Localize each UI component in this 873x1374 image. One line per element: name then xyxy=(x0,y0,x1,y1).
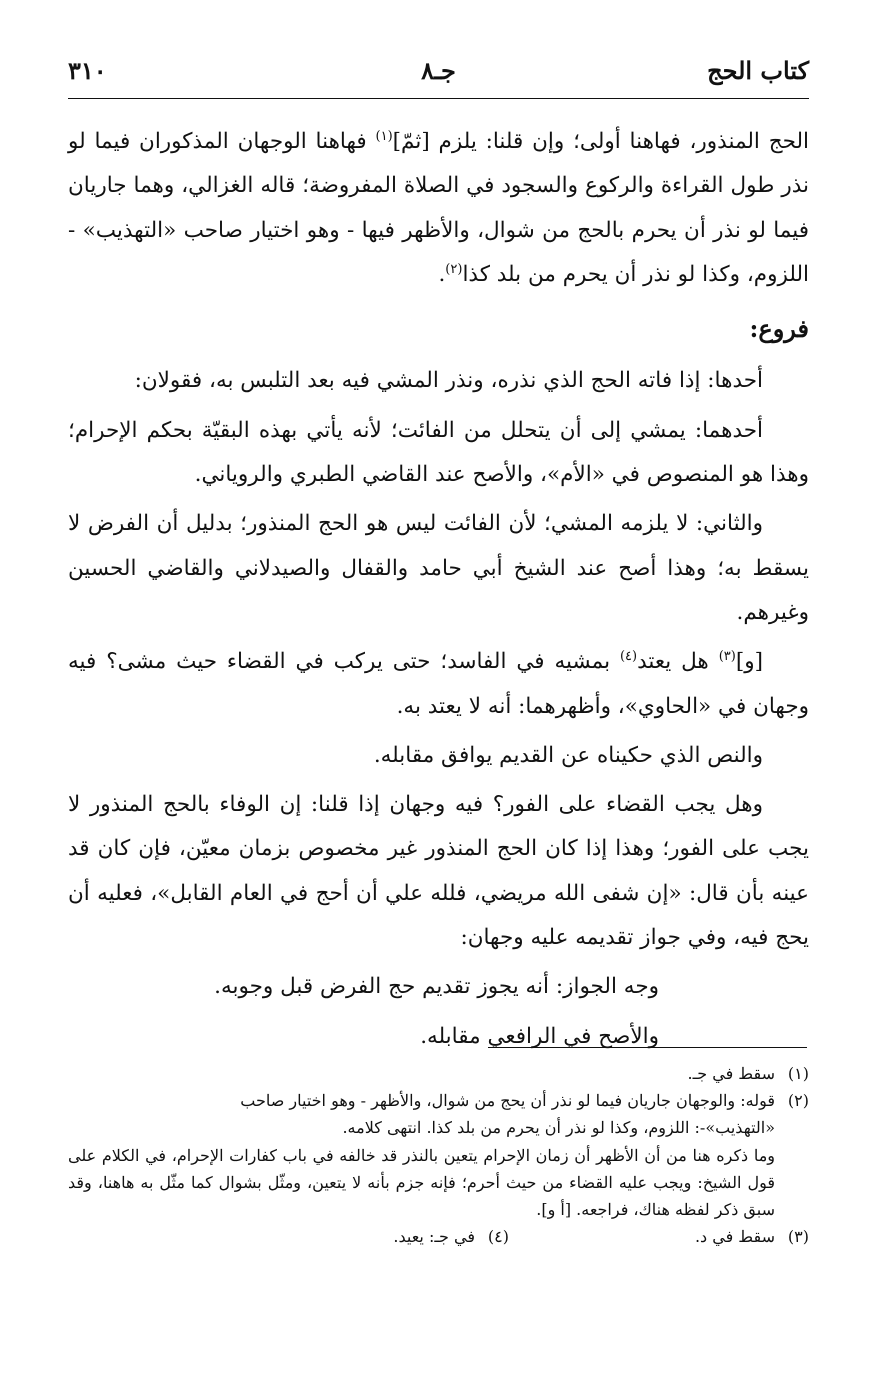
page-header xyxy=(68,52,809,99)
book-title: كتاب الحج xyxy=(707,56,809,85)
footnote-ref-3: (٣) xyxy=(718,649,736,665)
main-text xyxy=(68,120,809,1064)
paragraph-6: والنص الذي حكيناه عن القديم يوافق مقابله. xyxy=(373,742,763,768)
footnote-2-line-3: وما ذكره هنا من أن الأظهر أن زمان الإحرام يتعين بالنذر قد خالفه في باب كفارات الإحرام، في الكلام على قول الشيخ: ويجب عليه القضاء من حيث أحرم؛ فإنه جزم بأنه لا يتعين، ومثّل بشوال كما مثّل به هاهنا، وقد سبق ذكر لفظه هناك، فراجعه. [أ و]. xyxy=(68,1145,775,1220)
footnote-2-line-2: «التهذيب»-: اللزوم، وكذا لو نذر أن يحرم من بلد كذا. انتهى كلامه. xyxy=(342,1118,775,1138)
paragraph-3: أحدهما: يمشي إلى أن يتحلل من الفائت؛ لأنه يأتي بهذه البقيّة بحكم الإحرام؛ وهذا هو المنصوص في «الأم»، والأصح عند القاضي الطبري والروياني. xyxy=(68,417,809,488)
footnote-3: سقط في د. xyxy=(694,1227,775,1247)
paragraph-7: وهل يجب القضاء على الفور؟ فيه وجهان إذا قلنا: إن الوفاء بالحج المنذور لا يجب على الفور؛ وهذا إذا كان الحج المنذور غير مخصوص بزمان معيّن، فإن كان قد عينه بأن قال: «إن شفى الله مريضي، فلله علي أن أحج في العام القابل»، فعليه أن يحج فيه، وفي جواز تقديمه عليه وجهان: xyxy=(68,792,809,951)
paragraph-8: وجه الجواز: أنه يجوز تقديم حج الفرض قبل وجوبه. xyxy=(214,974,659,1000)
footnote-3-4: (٣)سقط في د.(٤)في جـ: يعيد. xyxy=(393,1227,809,1247)
footnote-1: (١)سقط في جـ. xyxy=(687,1064,809,1083)
footnotes xyxy=(68,1060,809,1250)
footnote-ref-4: (٤) xyxy=(619,649,638,665)
footnote-2: (٢)قوله: والوجهان جاريان فيما لو نذر أن يحج من شوال، والأظهر - وهو اختيار صاحب xyxy=(240,1091,809,1111)
page-number: ٣١٠ xyxy=(68,56,107,85)
paragraph-1: الحج المنذور، فهاهنا أولى؛ وإن قلنا: يلزم [ثمّ]$^{(١)}$ فهاهنا الوجهان المذكوران فيما لو نذر طول القراءة والركوع والسجود في الصلاة المفروضة؛ قاله الغزالي، وهما جاريان فيما لو نذر أن يحرم بالحج من شوال، والأظهر فيها - وهو اختيار صاحب «التهذيب» - اللزوم، وكذا لو نذر أن يحرم من بلد كذا$^{(٢)}$. xyxy=(68,128,809,287)
paragraph-5: [و]$^{(٣)}$ هل يعتد$^{(٤)}$ بمشيه في الفاسد؛ حتى يركب في القضاء حيث مشى؟ فيه وجهان في «الحاوي»، وأظهرهما: أنه لا يعتد به. xyxy=(68,649,809,719)
volume-label: جـ٨ xyxy=(421,56,456,85)
section-heading: فروع: xyxy=(749,314,809,344)
footnote-ref-2: (٢) xyxy=(445,261,463,277)
paragraph-4: والثاني: لا يلزمه المشي؛ لأن الفائت ليس هو الحج المنذور؛ بدليل أن الفرض لا يسقط به؛ وهذا أصح عند الشيخ أبي حامد والقفال والصيدلاني والقاضي الحسين وغيرهم. xyxy=(68,511,809,625)
paragraph-2: أحدها: إذا فاته الحج الذي نذره، ونذر المشي فيه بعد التلبس به، فقولان: xyxy=(134,368,763,394)
paragraph-9: والأصح في الرافعي مقابله. xyxy=(420,1023,659,1049)
footnote-ref-1: (١) xyxy=(375,128,393,144)
footnote-separator xyxy=(488,1047,807,1048)
footnote-4: في جـ: يعيد. xyxy=(393,1227,475,1247)
